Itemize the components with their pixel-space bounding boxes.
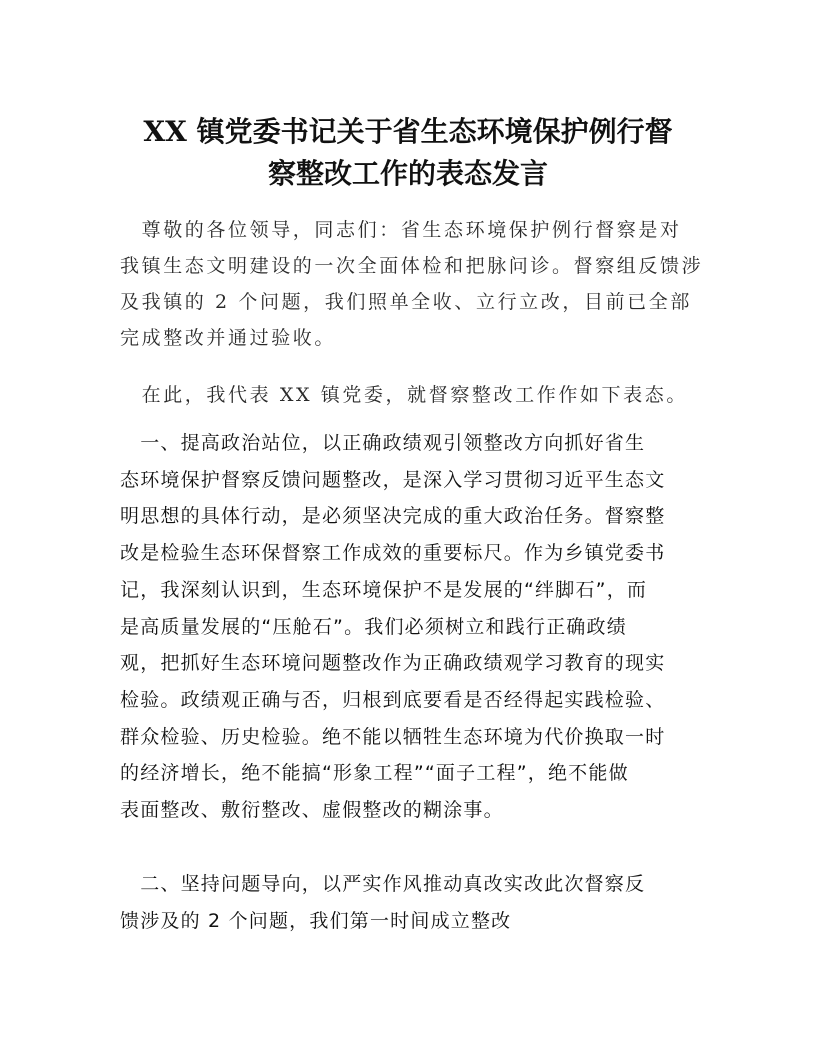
text-line: 二、坚持问题导向，以严实作风推动真改实改此次督察反: [120, 873, 646, 895]
text-line: 及我镇的 2 个问题，我们照单全收、立行立改，目前已全部: [120, 291, 692, 313]
text-line: 我镇生态文明建设的一次全面体检和把脉问诊。督察组反馈涉: [120, 255, 704, 277]
text-line: 检验。政绩观正确与否，归根到底要看是否经得起实践检验、: [120, 688, 666, 711]
section-one-paragraph: [120, 425, 705, 829]
text-line: 是高质量发展的“压舱石”。我们必须树立和践行正确政绩: [120, 615, 627, 638]
text-line: 群众检验、历史检验。绝不能以牺牲生态环境为代价换取一时: [120, 725, 666, 748]
text-line: 的经济增长，绝不能搞“形象工程”“面子工程”，绝不能做: [120, 762, 629, 785]
text-line: 明思想的具体行动，是必须坚决完成的重大政治任务。督察整: [120, 505, 666, 528]
document-title-line-1: XX 镇党委书记关于省生态环境保护例行督: [143, 115, 673, 148]
text-line: 观，把抓好生态环境问题整改作为正确政绩观学习教育的现实: [120, 652, 666, 675]
text-line: 馈涉及的 2 个问题，我们第一时间成立整改: [120, 909, 512, 932]
text-line: 改是检验生态环保督察工作成效的重要标尺。作为乡镇党委书: [120, 542, 666, 565]
text-line: 尊敬的各位领导，同志们：省生态环境保护例行督察是对: [120, 219, 682, 241]
section-two-paragraph: [120, 866, 705, 939]
text-line: 态环境保护督察反馈问题整改，是深入学习贯彻习近平生态文: [120, 468, 666, 491]
text-line: 一、提高政治站位，以正确政绩观引领整改方向抓好省生: [120, 432, 646, 454]
text-line: 完成整改并通过验收。: [120, 327, 337, 349]
document-title-line-2: 察整改工作的表态发言: [267, 157, 548, 190]
text-line: 在此，我代表 XX 镇党委，就督察整改工作作如下表态。: [120, 384, 688, 406]
opening-paragraph: [120, 212, 705, 356]
text-line: 表面整改、敷衍整改、虚假整改的糊涂事。: [120, 799, 504, 822]
statement-intro-paragraph: [120, 377, 705, 413]
text-line: 记，我深刻认识到，生态环境保护不是发展的“绊脚石”，而: [120, 578, 648, 601]
